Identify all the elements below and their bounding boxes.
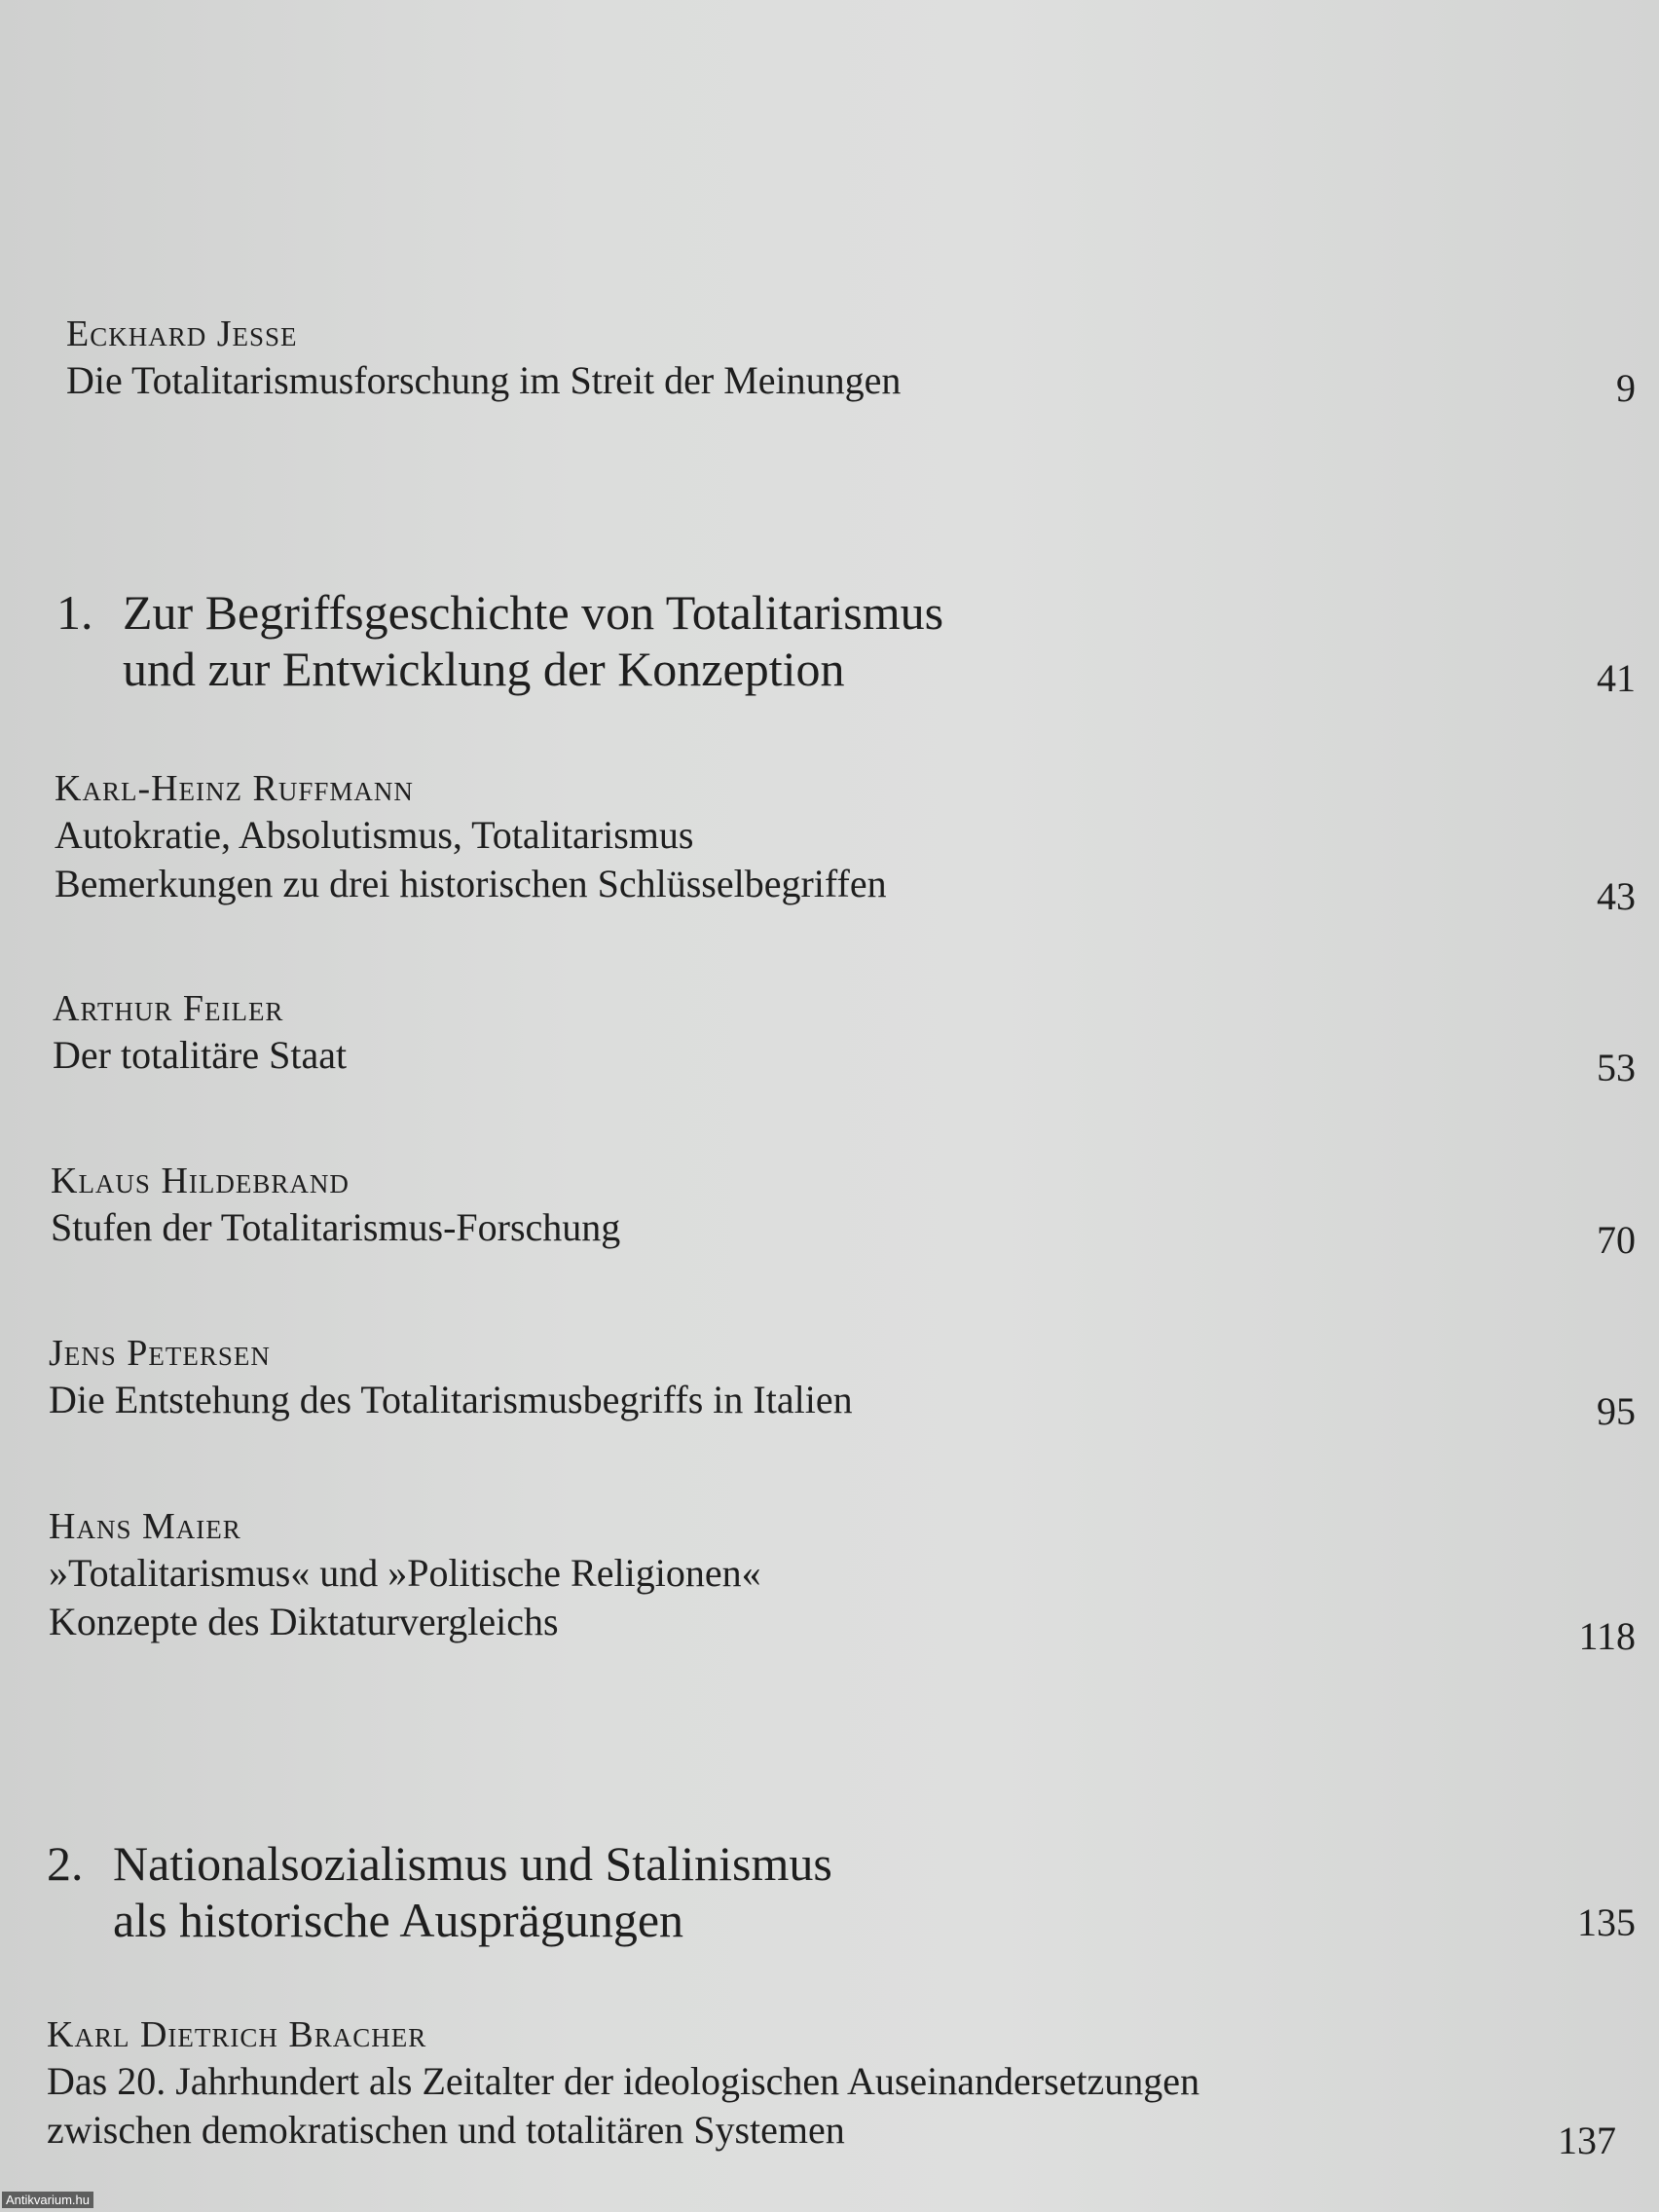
entry-title: Autokratie, Absolutismus, Totalitarismus [55,813,694,857]
page-number: 118 [1578,1614,1636,1658]
entry-subtitle: zwischen demokratischen und totalitären Systemen [47,2108,845,2152]
page-number: 135 [1577,1900,1636,1944]
section-heading-2 [47,1835,832,1948]
entry-subtitle: Bemerkungen zu drei historischen Schlüsselbegriffen [55,862,887,905]
section-title-line: Nationalsozialismus und Stalinismus [113,1836,832,1891]
watermark: Antikvarium.hu [2,2192,93,2208]
entry-title: Stufen der Totalitarismus-Forschung [51,1205,621,1249]
toc-entry-bracher [47,2012,1199,2155]
section-number: 1. [56,585,93,640]
toc-entry-maier [49,1504,761,1646]
page-number: 53 [1597,1046,1636,1089]
page-number: 9 [1616,366,1636,410]
entry-title: »Totalitarismus« und »Politische Religionen« [49,1551,761,1595]
entry-title: Die Entstehung des Totalitarismusbegriffs in Italien [49,1378,853,1421]
page-number: 41 [1597,656,1636,700]
toc-entry-hildebrand [51,1159,620,1252]
entry-title: Das 20. Jahrhundert als Zeitalter der ideologischen Auseinandersetzungen [47,2059,1200,2103]
entry-author: Karl-Heinz Ruffmann [55,768,414,809]
entry-author: Hans Maier [49,1506,241,1547]
section-number: 2. [47,1836,84,1891]
toc-entry-jesse [66,312,901,405]
entry-author: Arthur Feiler [53,988,284,1029]
section-title-line: Zur Begriffsgeschichte von Totalitarismus [123,585,944,640]
entry-author: Karl Dietrich Bracher [47,2014,427,2055]
page-number: 70 [1597,1218,1636,1262]
section-title-line: als historische Ausprägungen [113,1893,684,1947]
toc-entry-feiler [53,986,347,1080]
section-heading-1 [56,584,943,697]
page-number: 95 [1597,1389,1636,1433]
page-number: 137 [1558,2119,1616,2162]
entry-title: Der totalitäre Staat [53,1033,348,1077]
toc-entry-ruffmann [55,766,887,908]
entry-title: Die Totalitarismusforschung im Streit der Meinungen [66,358,902,402]
section-title-line: und zur Entwicklung der Konzeption [123,642,845,696]
entry-subtitle: Konzepte des Diktaturvergleichs [49,1600,559,1643]
entry-author: Jens Petersen [49,1333,271,1374]
page-number: 43 [1597,874,1636,918]
entry-author: Eckhard Jesse [66,313,298,354]
entry-author: Klaus Hildebrand [51,1161,350,1201]
toc-entry-petersen [49,1331,853,1424]
